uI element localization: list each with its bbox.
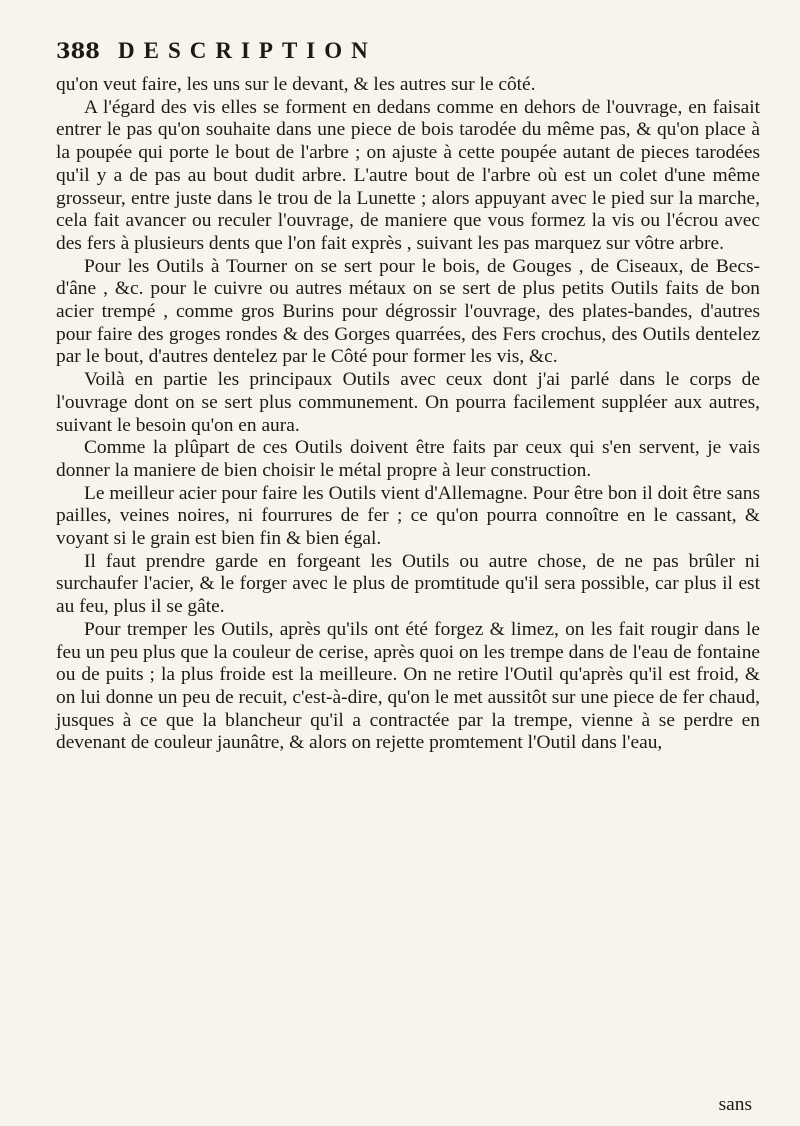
- paragraph-tremper: Pour tremper les Outils, après qu'ils ont été forgez & limez, on les fait rougir dans le feu un peu plus que la couleur de cerise, après quoi on les trempe dans de l'eau de fontaine ou de puits ; la plus froide est la meilleure. On ne retire l'Outil qu'après qu'il est froid, & on lui donne un peu de recuit, c'est-à-dire, qu'on le met aussitôt sur une piece de fer chaud, jusques à ce que la blancheur qu'il a contractée par la trempe, vienne à se perdre en devenant de couleur jaunâtre, & alors on rejette promtement l'Outil dans l'eau,: [56, 618, 760, 754]
- body-text: [56, 74, 760, 755]
- catchword: sans: [718, 1094, 752, 1115]
- running-title: DESCRIPTION: [118, 38, 377, 63]
- paragraph-outils-tourner: Pour les Outils à Tourner on se sert pour le bois, de Gouges , de Ciseaux, de Becs-d'âne , &c. pour le cuivre ou autres métaux on se sert de plus petits Outils faits de bon acier trempé , comme gros Burins pour dégrossir l'ouvrage, des plates-bandes, d'autres pour faire des groges rondes & des Gorges quarrées, des Fers crochus, des Outils dentelez par le bout, d'autres dentelez par le Côté pour former les vis, &c.: [56, 255, 760, 368]
- paragraph-choix-metal: Comme la plûpart de ces Outils doivent être faits par ceux qui s'en servent, je vais donner la maniere de bien choisir le métal propre à leur construction.: [56, 437, 760, 481]
- page-number: 388: [56, 38, 100, 63]
- paragraph-forger: Il faut prendre garde en forgeant les Outils ou autre chose, de ne pas brûler ni surchaufer l'acier, & le forger avec le plus de promtitude qu'il sera possible, car plus il est au feu, plus il se gâte.: [56, 550, 760, 618]
- running-head: [56, 38, 760, 72]
- paragraph-vis: A l'égard des vis elles se forment en dedans comme en dehors de l'ouvrage, en faisait entrer le pas qu'on souhaite dans une piece de bois tarodée du même pas, & qu'on place à la poupée qui porte le bout de l'arbre ; on ajuste à cette poupée autant de pieces tarodées qu'il y a de pas au bout dudit arbre. L'autre bout de l'arbre où est un colet d'une même grosseur, entre juste dans le trou de la Lunette ; alors appuyant avec le pied sur la marche, cela fait avancer ou reculer l'ouvrage, de maniere que vous formez la vis ou l'écrou avec des fers à plusieurs dents que l'on fait exprès , suivant les pas marquez sur vôtre arbre.: [56, 96, 760, 254]
- paragraph-continuation: qu'on veut faire, les uns sur le devant, & les autres sur le côté.: [56, 74, 536, 95]
- paragraph-principaux-outils: Voilà en partie les principaux Outils avec ceux dont j'ai parlé dans le corps de l'ouvrage dont on se sert plus communement. On pourra facilement suppléer aux autres, suivant le besoin qu'on en aura.: [56, 369, 760, 436]
- paragraph-meilleur-acier: Le meilleur acier pour faire les Outils vient d'Allemagne. Pour être bon il doit être sans pailles, veines noires, ni fourrures de fer ; ce qu'on pourra connoître en le cassant, & voyant si le grain est bien fin & bien égal.: [56, 482, 760, 550]
